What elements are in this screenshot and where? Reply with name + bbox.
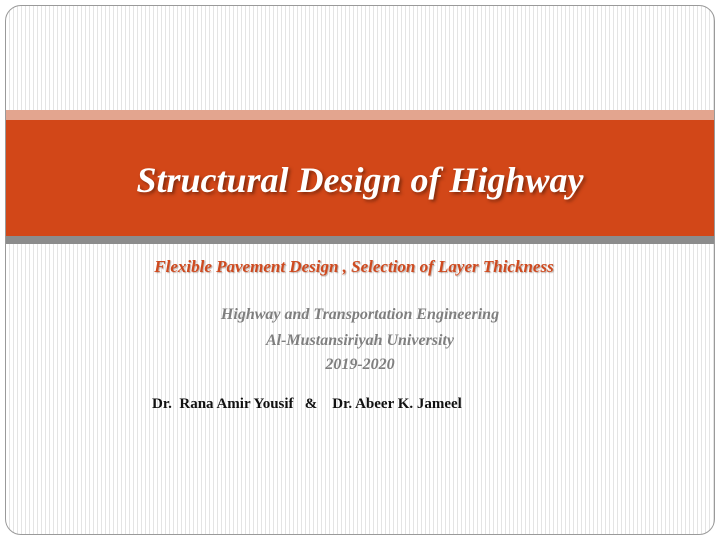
title-band-bottom-stripe — [6, 236, 714, 244]
slide-frame — [5, 5, 715, 535]
course-name: Highway and Transportation Engineering — [220, 306, 500, 323]
title-band-top-stripe — [6, 110, 714, 120]
authors-line: Dr. Rana Amir Yousif & Dr. Abeer K. Jameel — [152, 396, 462, 412]
academic-year: 2019-2020 — [325, 356, 395, 373]
slide-title: Structural Design of Highway — [136, 160, 584, 200]
university-name: Al-Mustansiriyah University — [265, 332, 455, 349]
slide-subtitle: Flexible Pavement Design , Selection of Layer Thickness — [154, 257, 554, 276]
